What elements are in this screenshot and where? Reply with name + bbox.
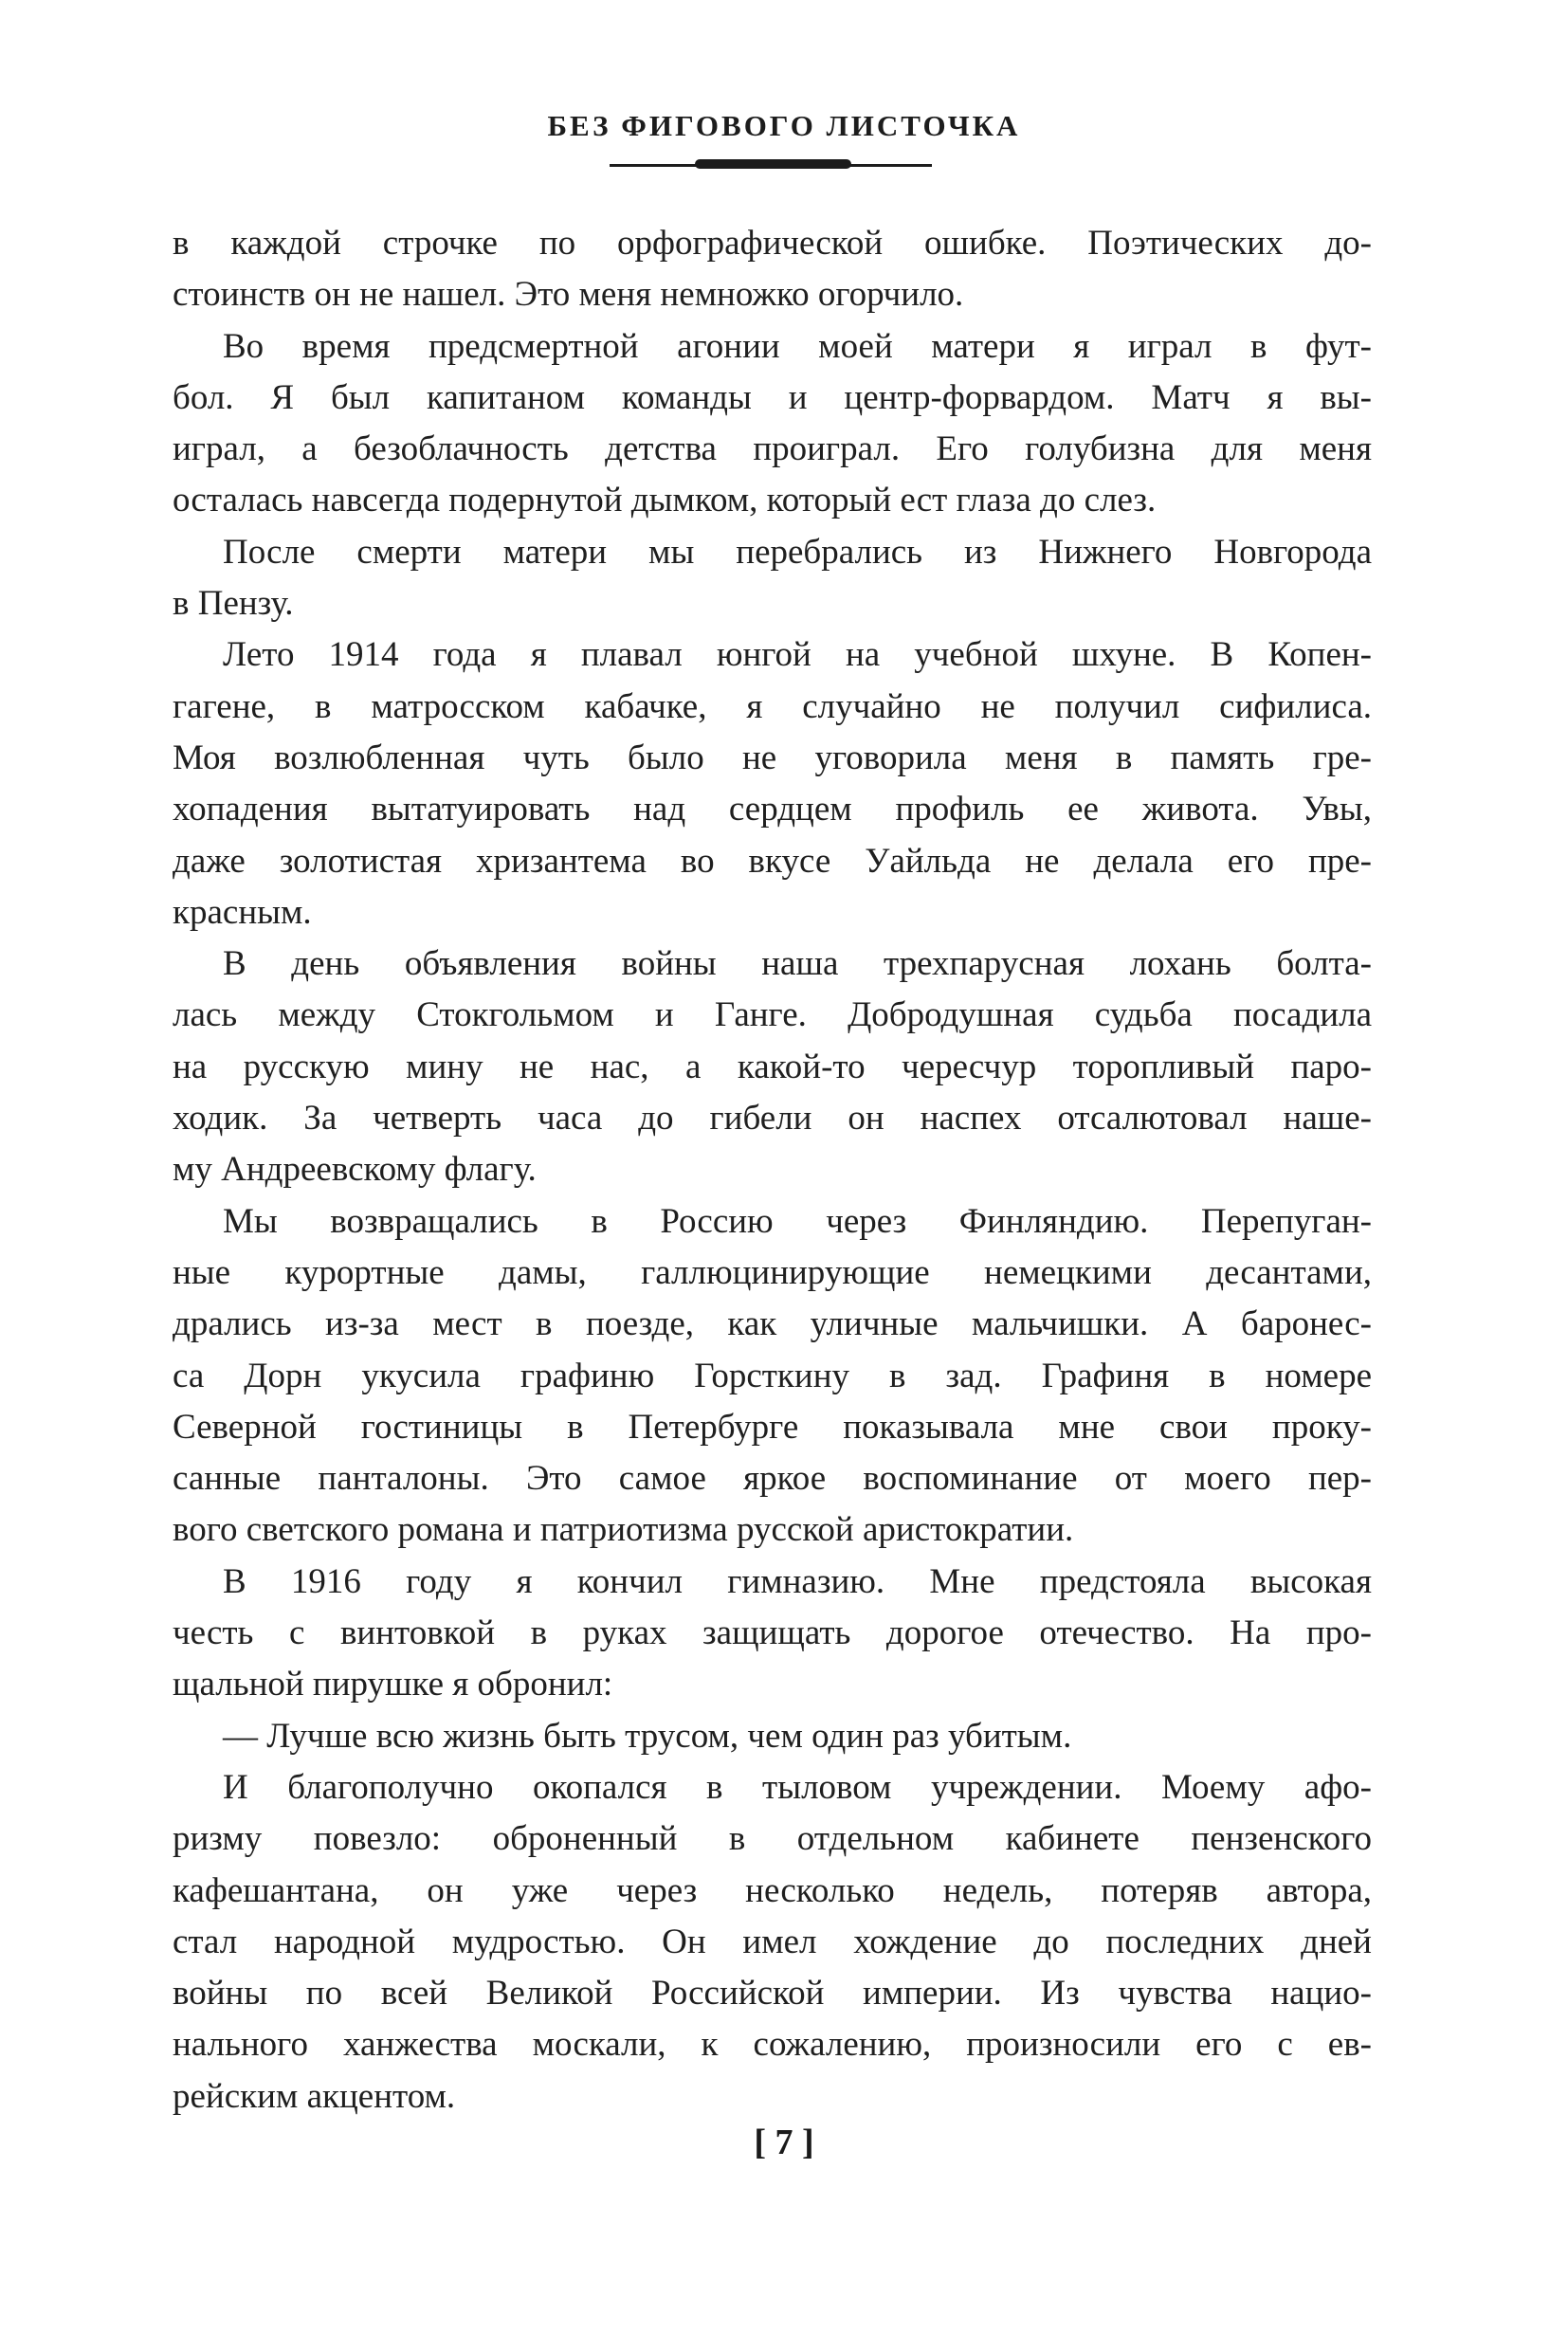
text-line: кафешантана, он уже через несколько недель, потеряв автора,: [173, 1870, 1372, 1910]
text-line: В 1916 году я кончил гимназию. Мне предстояла высокая: [223, 1561, 1372, 1601]
text-line: Северной гостиницы в Петербурге показывала мне свои проку-: [173, 1407, 1372, 1447]
text-line: дрались из-за мест в поезде, как уличные мальчишки. А баронес-: [173, 1304, 1372, 1344]
text-line: щальной пирушке я обронил:: [173, 1665, 613, 1704]
page-number: [ 7 ]: [754, 2123, 814, 2162]
text-line: на русскую мину не нас, а какой-то чересчур торопливый паро-: [173, 1047, 1372, 1086]
text-line: играл, а безоблачность детства проиграл. Его голубизна для меня: [173, 429, 1372, 469]
text-line: даже золотистая хризантема во вкусе Уайльда не делала его пре-: [173, 841, 1372, 881]
text-line: честь с винтовкой в руках защищать дорогое отечество. На про-: [173, 1613, 1372, 1653]
text-line: хопадения вытатуировать над сердцем профиль ее живота. Увы,: [173, 790, 1372, 829]
text-line: са Дорн укусила графиню Горсткину в зад. Графиня в номере: [173, 1356, 1372, 1395]
body-text: [173, 218, 1372, 2123]
text-line: Лето 1914 года я плавал юнгой на учебной шхуне. В Копен-: [223, 635, 1372, 675]
text-line: бол. Я был капитаном команды и центр-форвардом. Матч я вы-: [173, 377, 1372, 417]
text-line: красным.: [173, 892, 312, 932]
text-line: в Пензу.: [173, 584, 294, 624]
text-line: Во время предсмертной агонии моей матери я играл в фут-: [223, 326, 1372, 366]
text-line: рейским акцентом.: [173, 2076, 456, 2116]
text-line: гагене, в матросском кабачке, я случайно не получил сифилиса.: [173, 686, 1372, 726]
text-line: ходик. За четверть часа до гибели он наспех отсалютовал наше-: [173, 1099, 1372, 1139]
text-line: В день объявления войны наша трехпарусная лохань болта-: [223, 944, 1372, 984]
header-rule-ornament: [695, 159, 851, 169]
text-line: вого светского романа и патриотизма русской аристократии.: [173, 1510, 1074, 1550]
text-line: Мы возвращались в Россию через Финляндию. Перепуган-: [223, 1201, 1372, 1241]
text-line: Моя возлюбленная чуть было не уговорила меня в память гре-: [173, 738, 1372, 777]
text-line: в каждой строчке по орфографической ошибке. Поэтических до-: [173, 224, 1372, 263]
running-head: БЕЗ ФИГОВОГО ЛИСТОЧКА: [547, 109, 1021, 142]
text-line: лась между Стокгольмом и Ганге. Добродушная судьба посадила: [173, 995, 1372, 1035]
text-line: стоинств он не нашел. Это меня немножко огорчило.: [173, 275, 964, 315]
text-line: стал народной мудростью. Он имел хождение до последних дней: [173, 1922, 1372, 1961]
text-line: му Андреевскому флагу.: [173, 1150, 537, 1190]
text-line: — Лучше всю жизнь быть трусом, чем один раз убитым.: [223, 1716, 1072, 1756]
text-line: войны по всей Великой Российской империи. Из чувства нацио-: [173, 1974, 1372, 2014]
text-line: После смерти матери мы перебрались из Нижнего Новгорода: [223, 532, 1372, 572]
text-line: И благополучно окопался в тыловом учреждении. Моему афо-: [223, 1767, 1372, 1807]
text-line: осталась навсегда подернутой дымком, который ест глаза до слез.: [173, 481, 1157, 520]
text-line: нального ханжества москали, к сожалению, произносили его с ев-: [173, 2025, 1372, 2065]
text-line: ные курортные дамы, галлюцинирующие немецкими десантами,: [173, 1252, 1372, 1292]
text-line: ризму повезло: оброненный в отдельном кабинете пензенского: [173, 1819, 1372, 1859]
text-line: санные панталоны. Это самое яркое воспоминание от моего пер-: [173, 1459, 1372, 1499]
